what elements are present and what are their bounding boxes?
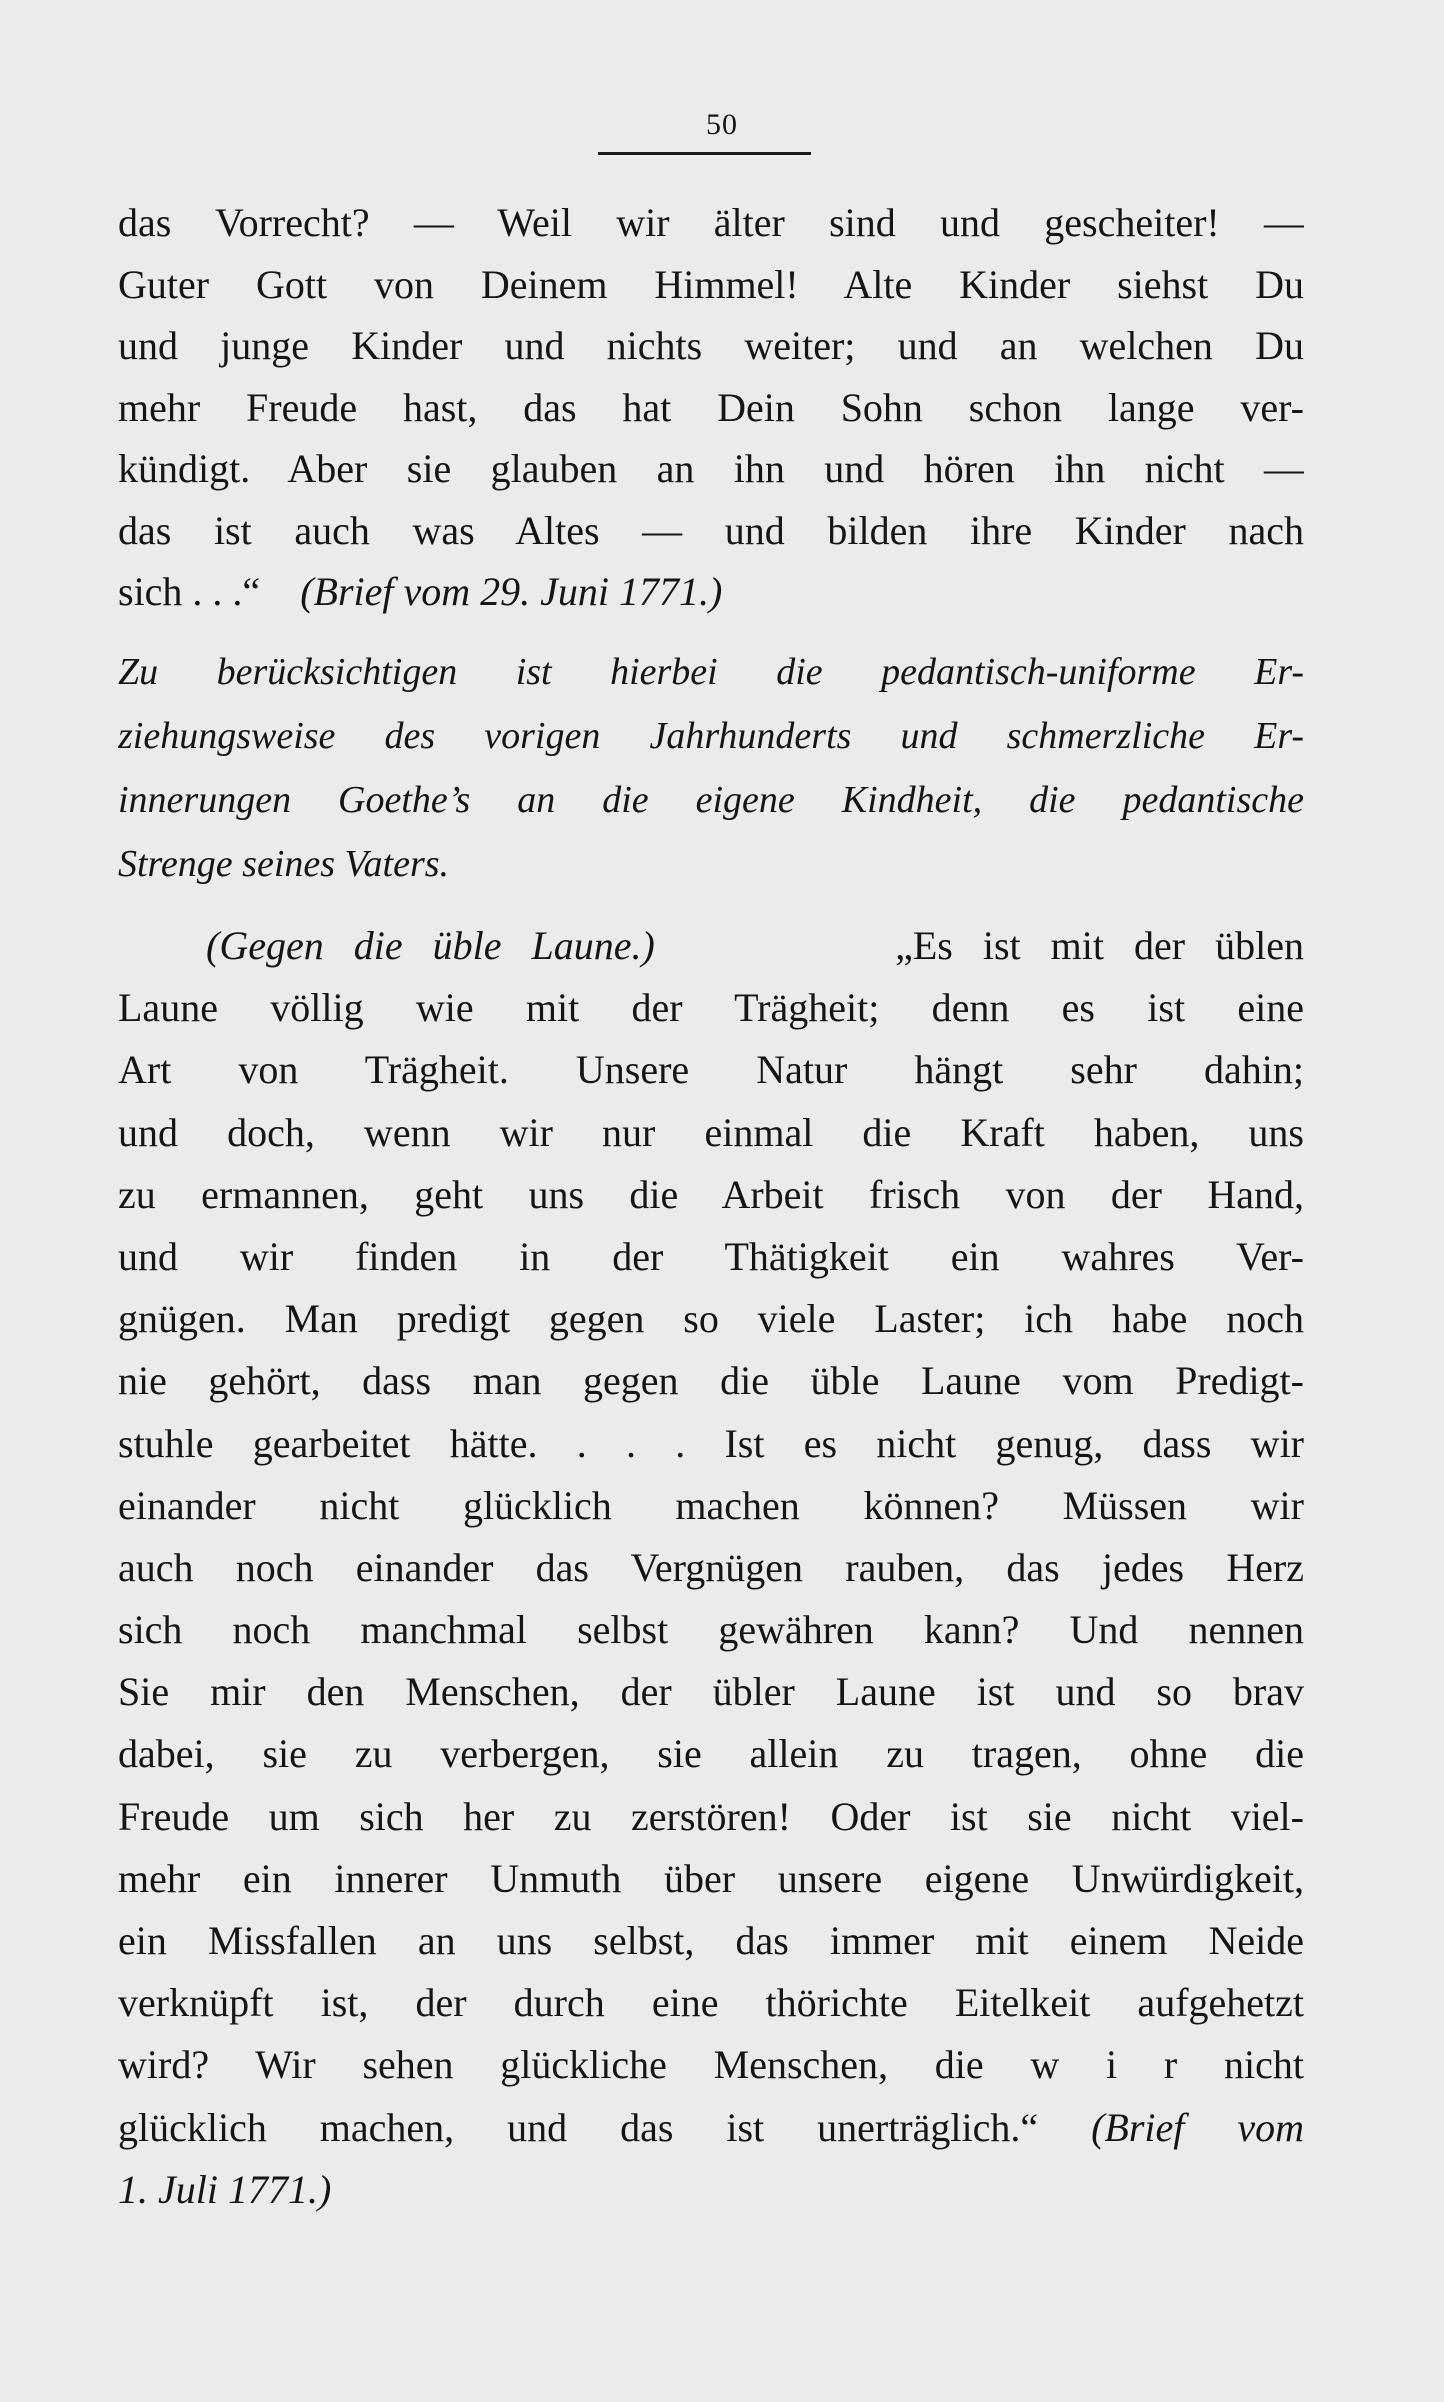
text-line: und wir finden in der Thätigkeit ein wahres Ver- bbox=[118, 1233, 1304, 1279]
text-line: Laune völlig wie mit der Trägheit; denn es ist eine bbox=[118, 985, 1304, 1031]
header-rule bbox=[598, 152, 811, 155]
commentary-line: Zu berücksichtigen ist hierbei die pedantisch-uniforme Er- bbox=[118, 651, 1304, 693]
text-line: Guter Gott von Deinem Himmel! Alte Kinder siehst Du bbox=[118, 261, 1304, 307]
text-line: nie gehört, dass man gegen die üble Laune vom Predigt- bbox=[118, 1358, 1304, 1404]
text-line bbox=[118, 2097, 1304, 2159]
text-line: gnügen. Man predigt gegen so viele Laster; ich habe noch bbox=[118, 1296, 1304, 1342]
text-fragment: sich . . .“ bbox=[118, 569, 261, 614]
paragraph-letter-excerpt bbox=[118, 192, 1304, 623]
text-line: Sie mir den Menschen, der übler Laune ist und so brav bbox=[118, 1669, 1304, 1715]
text-line: und doch, wenn wir nur einmal die Kraft haben, uns bbox=[118, 1109, 1304, 1155]
text-line: auch noch einander das Vergnügen rauben, das jedes Herz bbox=[118, 1544, 1304, 1590]
text-line: mehr ein innerer Unmuth über unsere eigene Unwürdigkeit, bbox=[118, 1855, 1304, 1901]
text-fragment: glücklich machen, und das ist unerträglich.“ bbox=[118, 2104, 1039, 2150]
text-line bbox=[118, 2159, 1304, 2221]
section-heading: (Gegen die üble Laune.) bbox=[206, 923, 655, 968]
citation: (Brief vom 29. Juni 1771.) bbox=[300, 569, 723, 614]
commentary-line: ziehungsweise des vorigen Jahrhunderts und schmerzliche Er- bbox=[118, 715, 1304, 757]
commentary-line: Strenge seines Vaters. bbox=[118, 843, 450, 885]
commentary-block bbox=[118, 640, 1304, 896]
text-line: verknüpft ist, der durch eine thörichte Eitelkeit aufgehetzt bbox=[118, 1980, 1304, 2026]
commentary-line: innerungen Goethe’s an die eigene Kindheit, die pedantische bbox=[118, 779, 1304, 821]
text-line bbox=[118, 561, 1304, 623]
text-line: das ist auch was Altes — und bilden ihre Kinder nach bbox=[118, 507, 1304, 553]
text-line: einander nicht glücklich machen können? Müssen wir bbox=[118, 1482, 1304, 1528]
text-line: dabei, sie zu verbergen, sie allein zu tragen, ohne die bbox=[118, 1731, 1304, 1777]
text-line: und junge Kinder und nichts weiter; und an welchen Du bbox=[118, 323, 1304, 368]
text-line: kündigt. Aber sie glauben an ihn und hören ihn nicht — bbox=[118, 446, 1304, 491]
text-line: wird? Wir sehen glückliche Menschen, die w i r nicht bbox=[118, 2042, 1304, 2088]
text-line: zu ermannen, geht uns die Arbeit frisch von der Hand, bbox=[118, 1171, 1304, 1217]
text-line: das Vorrecht? — Weil wir älter sind und gescheiter! — bbox=[118, 200, 1304, 245]
text-line bbox=[118, 915, 1304, 977]
citation: (Brief vom bbox=[1091, 2104, 1304, 2150]
text-line: Art von Trägheit. Unsere Natur hängt sehr dahin; bbox=[118, 1047, 1304, 1093]
page-number: 50 bbox=[706, 108, 738, 141]
text-line: mehr Freude hast, das hat Dein Sohn schon lange ver- bbox=[118, 384, 1304, 430]
paragraph-ueble-laune bbox=[118, 915, 1304, 2221]
text-line: sich noch manchmal selbst gewähren kann? Und nennen bbox=[118, 1607, 1304, 1653]
text-line: stuhle gearbeitet hätte. . . . Ist es nicht genug, dass wir bbox=[118, 1420, 1304, 1466]
text-fragment: „Es ist mit der üblen bbox=[895, 923, 1304, 968]
text-line: Freude um sich her zu zerstören! Oder ist sie nicht viel- bbox=[118, 1793, 1304, 1839]
citation: 1. Juli 1771.) bbox=[118, 2166, 332, 2212]
text-line: ein Missfallen an uns selbst, das immer mit einem Neide bbox=[118, 1918, 1304, 1963]
